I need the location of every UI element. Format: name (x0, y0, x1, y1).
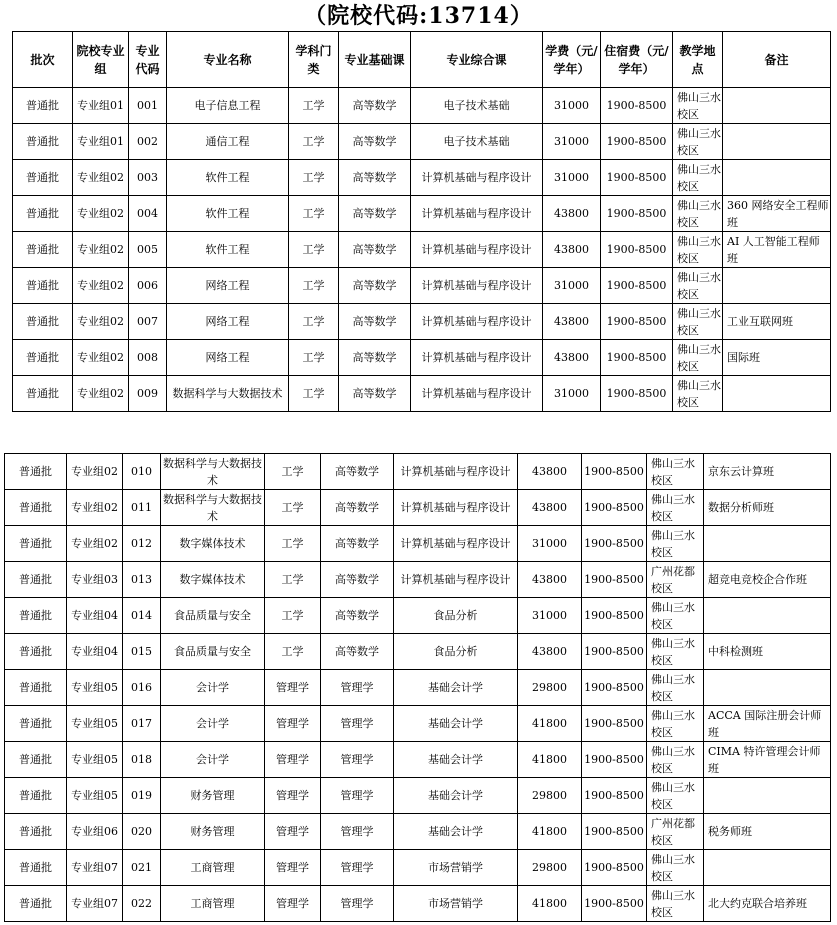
basic-course-cell: 高等数学 (339, 340, 411, 376)
campus-cell: 佛山三水校区 (647, 634, 704, 670)
comprehensive-course-cell: 计算机基础与程序设计 (394, 454, 518, 490)
major-name-cell: 会计学 (161, 706, 265, 742)
table-row (5, 562, 831, 598)
accommodation-fee-cell: 1900-8500 (582, 526, 647, 562)
major-code-cell: 009 (129, 376, 167, 412)
batch-cell: 普通批 (13, 160, 73, 196)
remarks-cell (704, 526, 831, 562)
accommodation-fee-cell: 1900-8500 (601, 88, 673, 124)
basic-course-cell: 高等数学 (339, 124, 411, 160)
admission-table-bottom (4, 453, 831, 922)
column-header-major-name: 专业名称 (167, 32, 289, 88)
major-code-cell: 018 (123, 742, 161, 778)
accommodation-fee-cell: 1900-8500 (601, 268, 673, 304)
accommodation-fee-cell: 1900-8500 (582, 742, 647, 778)
major-name-cell: 财务管理 (161, 814, 265, 850)
accommodation-fee-cell: 1900-8500 (582, 598, 647, 634)
tuition-cell: 31000 (518, 598, 582, 634)
remarks-cell: CIMA 特许管理会计师班 (704, 742, 831, 778)
accommodation-fee-cell: 1900-8500 (582, 562, 647, 598)
comprehensive-course-cell: 基础会计学 (394, 670, 518, 706)
major-code-cell: 001 (129, 88, 167, 124)
discipline-cell: 管理学 (265, 706, 321, 742)
batch-cell: 普通批 (5, 706, 67, 742)
remarks-cell: ACCA 国际注册会计师班 (704, 706, 831, 742)
tuition-cell: 31000 (518, 526, 582, 562)
tuition-cell: 41800 (518, 814, 582, 850)
major-code-cell: 007 (129, 304, 167, 340)
basic-course-cell: 高等数学 (339, 268, 411, 304)
comprehensive-course-cell: 市场营销学 (394, 886, 518, 922)
batch-cell: 普通批 (13, 124, 73, 160)
discipline-cell: 工学 (265, 598, 321, 634)
table-row (5, 814, 831, 850)
comprehensive-course-cell: 计算机基础与程序设计 (394, 526, 518, 562)
accommodation-fee-cell: 1900-8500 (582, 886, 647, 922)
column-header-major-group: 院校专业组 (73, 32, 129, 88)
batch-cell: 普通批 (5, 490, 67, 526)
batch-cell: 普通批 (13, 232, 73, 268)
remarks-cell: 国际班 (723, 340, 831, 376)
comprehensive-course-cell: 计算机基础与程序设计 (394, 562, 518, 598)
major-code-cell: 004 (129, 196, 167, 232)
major-group-cell: 专业组07 (67, 886, 123, 922)
batch-cell: 普通批 (5, 778, 67, 814)
campus-cell: 佛山三水校区 (673, 304, 723, 340)
comprehensive-course-cell: 市场营销学 (394, 850, 518, 886)
campus-cell: 佛山三水校区 (673, 268, 723, 304)
remarks-cell: 北大约克联合培养班 (704, 886, 831, 922)
comprehensive-course-cell: 基础会计学 (394, 706, 518, 742)
major-group-cell: 专业组01 (73, 124, 129, 160)
batch-cell: 普通批 (13, 340, 73, 376)
comprehensive-course-cell: 计算机基础与程序设计 (411, 376, 543, 412)
major-name-cell: 会计学 (161, 670, 265, 706)
basic-course-cell: 高等数学 (321, 454, 394, 490)
campus-cell: 佛山三水校区 (647, 526, 704, 562)
major-name-cell: 网络工程 (167, 304, 289, 340)
remarks-cell: AI 人工智能工程师班 (723, 232, 831, 268)
tuition-cell: 41800 (518, 706, 582, 742)
comprehensive-course-cell: 计算机基础与程序设计 (411, 340, 543, 376)
column-header-major-code: 专业代码 (129, 32, 167, 88)
major-code-cell: 013 (123, 562, 161, 598)
basic-course-cell: 管理学 (321, 706, 394, 742)
table-row (13, 88, 831, 124)
batch-cell: 普通批 (5, 670, 67, 706)
discipline-cell: 工学 (265, 454, 321, 490)
basic-course-cell: 高等数学 (339, 196, 411, 232)
major-name-cell: 数据科学与大数据技术 (167, 376, 289, 412)
major-code-cell: 006 (129, 268, 167, 304)
tuition-cell: 43800 (543, 232, 601, 268)
batch-cell: 普通批 (5, 562, 67, 598)
basic-course-cell: 高等数学 (339, 304, 411, 340)
major-name-cell: 财务管理 (161, 778, 265, 814)
tuition-cell: 43800 (518, 562, 582, 598)
table-row (5, 454, 831, 490)
campus-cell: 佛山三水校区 (673, 160, 723, 196)
accommodation-fee-cell: 1900-8500 (582, 670, 647, 706)
remarks-cell (704, 850, 831, 886)
campus-cell: 广州花都校区 (647, 562, 704, 598)
remarks-cell: 京东云计算班 (704, 454, 831, 490)
major-code-cell: 014 (123, 598, 161, 634)
campus-cell: 佛山三水校区 (647, 886, 704, 922)
remarks-cell (723, 88, 831, 124)
basic-course-cell: 管理学 (321, 670, 394, 706)
tuition-cell: 43800 (518, 634, 582, 670)
discipline-cell: 工学 (289, 232, 339, 268)
table-row (13, 304, 831, 340)
batch-cell: 普通批 (5, 886, 67, 922)
basic-course-cell: 高等数学 (339, 88, 411, 124)
remarks-cell (723, 376, 831, 412)
tuition-cell: 31000 (543, 376, 601, 412)
table-row (13, 340, 831, 376)
tuition-cell: 43800 (543, 340, 601, 376)
major-group-cell: 专业组04 (67, 634, 123, 670)
major-group-cell: 专业组05 (67, 778, 123, 814)
major-code-cell: 012 (123, 526, 161, 562)
tuition-cell: 43800 (543, 304, 601, 340)
major-name-cell: 数字媒体技术 (161, 526, 265, 562)
comprehensive-course-cell: 计算机基础与程序设计 (411, 232, 543, 268)
batch-cell: 普通批 (13, 268, 73, 304)
discipline-cell: 工学 (265, 526, 321, 562)
table-row (5, 742, 831, 778)
table-row (13, 232, 831, 268)
campus-cell: 佛山三水校区 (673, 232, 723, 268)
batch-cell: 普通批 (13, 376, 73, 412)
page-title: （院校代码:13714） (304, 3, 533, 29)
table-row (5, 634, 831, 670)
basic-course-cell: 管理学 (321, 814, 394, 850)
batch-cell: 普通批 (5, 526, 67, 562)
batch-cell: 普通批 (13, 304, 73, 340)
comprehensive-course-cell: 基础会计学 (394, 778, 518, 814)
campus-cell: 佛山三水校区 (647, 670, 704, 706)
discipline-cell: 工学 (289, 124, 339, 160)
comprehensive-course-cell: 计算机基础与程序设计 (411, 304, 543, 340)
basic-course-cell: 高等数学 (339, 232, 411, 268)
major-name-cell: 工商管理 (161, 886, 265, 922)
accommodation-fee-cell: 1900-8500 (601, 376, 673, 412)
column-header-batch: 批次 (13, 32, 73, 88)
basic-course-cell: 管理学 (321, 778, 394, 814)
discipline-cell: 管理学 (265, 850, 321, 886)
discipline-cell: 工学 (265, 562, 321, 598)
basic-course-cell: 高等数学 (339, 160, 411, 196)
accommodation-fee-cell: 1900-8500 (601, 160, 673, 196)
accommodation-fee-cell: 1900-8500 (582, 490, 647, 526)
column-header-remarks: 备注 (723, 32, 831, 88)
major-name-cell: 食品质量与安全 (161, 634, 265, 670)
tuition-cell: 29800 (518, 778, 582, 814)
major-code-cell: 003 (129, 160, 167, 196)
remarks-cell: 工业互联网班 (723, 304, 831, 340)
discipline-cell: 工学 (289, 340, 339, 376)
remarks-cell: 数据分析师班 (704, 490, 831, 526)
campus-cell: 佛山三水校区 (673, 88, 723, 124)
discipline-cell: 工学 (265, 634, 321, 670)
major-name-cell: 电子信息工程 (167, 88, 289, 124)
tuition-cell: 31000 (543, 88, 601, 124)
discipline-cell: 工学 (289, 88, 339, 124)
remarks-cell: 超竞电竞校企合作班 (704, 562, 831, 598)
batch-cell: 普通批 (13, 196, 73, 232)
accommodation-fee-cell: 1900-8500 (582, 634, 647, 670)
basic-course-cell: 管理学 (321, 742, 394, 778)
column-header-accommodation-fee: 住宿费（元/学年） (601, 32, 673, 88)
major-group-cell: 专业组02 (73, 340, 129, 376)
tuition-cell: 43800 (518, 490, 582, 526)
table-row (5, 706, 831, 742)
campus-cell: 佛山三水校区 (673, 196, 723, 232)
remarks-cell: 360 网络安全工程师班 (723, 196, 831, 232)
major-group-cell: 专业组05 (67, 706, 123, 742)
major-code-cell: 017 (123, 706, 161, 742)
major-code-cell: 011 (123, 490, 161, 526)
table-row (5, 670, 831, 706)
major-name-cell: 通信工程 (167, 124, 289, 160)
accommodation-fee-cell: 1900-8500 (582, 814, 647, 850)
tuition-cell: 41800 (518, 742, 582, 778)
batch-cell: 普通批 (13, 88, 73, 124)
table-row (5, 850, 831, 886)
remarks-cell (723, 268, 831, 304)
discipline-cell: 管理学 (265, 778, 321, 814)
tuition-cell: 29800 (518, 850, 582, 886)
table-row (5, 526, 831, 562)
remarks-cell (723, 124, 831, 160)
major-group-cell: 专业组02 (73, 304, 129, 340)
major-code-cell: 008 (129, 340, 167, 376)
major-group-cell: 专业组02 (67, 490, 123, 526)
comprehensive-course-cell: 电子技术基础 (411, 88, 543, 124)
campus-cell: 佛山三水校区 (673, 340, 723, 376)
table-row (5, 490, 831, 526)
header-row (13, 32, 831, 88)
basic-course-cell: 高等数学 (321, 634, 394, 670)
column-header-campus: 教学地点 (673, 32, 723, 88)
table-row (13, 196, 831, 232)
batch-cell: 普通批 (5, 454, 67, 490)
column-header-discipline: 学科门类 (289, 32, 339, 88)
accommodation-fee-cell: 1900-8500 (601, 304, 673, 340)
accommodation-fee-cell: 1900-8500 (601, 340, 673, 376)
major-group-cell: 专业组02 (73, 160, 129, 196)
major-name-cell: 软件工程 (167, 160, 289, 196)
major-code-cell: 010 (123, 454, 161, 490)
comprehensive-course-cell: 计算机基础与程序设计 (394, 490, 518, 526)
accommodation-fee-cell: 1900-8500 (601, 124, 673, 160)
comprehensive-course-cell: 食品分析 (394, 598, 518, 634)
comprehensive-course-cell: 计算机基础与程序设计 (411, 196, 543, 232)
column-header-basic-course: 专业基础课 (339, 32, 411, 88)
batch-cell: 普通批 (5, 742, 67, 778)
major-group-cell: 专业组02 (73, 196, 129, 232)
major-group-cell: 专业组02 (73, 268, 129, 304)
comprehensive-course-cell: 计算机基础与程序设计 (411, 160, 543, 196)
major-name-cell: 会计学 (161, 742, 265, 778)
comprehensive-course-cell: 基础会计学 (394, 742, 518, 778)
column-header-tuition: 学费（元/学年） (543, 32, 601, 88)
table-row (5, 598, 831, 634)
major-code-cell: 020 (123, 814, 161, 850)
major-group-cell: 专业组02 (67, 454, 123, 490)
major-name-cell: 网络工程 (167, 340, 289, 376)
major-group-cell: 专业组06 (67, 814, 123, 850)
major-code-cell: 022 (123, 886, 161, 922)
campus-cell: 广州花都校区 (647, 814, 704, 850)
remarks-cell (723, 160, 831, 196)
table-row (5, 778, 831, 814)
tuition-cell: 29800 (518, 670, 582, 706)
accommodation-fee-cell: 1900-8500 (582, 850, 647, 886)
batch-cell: 普通批 (5, 814, 67, 850)
tuition-cell: 43800 (518, 454, 582, 490)
major-name-cell: 食品质量与安全 (161, 598, 265, 634)
basic-course-cell: 高等数学 (321, 490, 394, 526)
table-row (5, 886, 831, 922)
major-code-cell: 002 (129, 124, 167, 160)
discipline-cell: 工学 (289, 304, 339, 340)
major-name-cell: 数据科学与大数据技术 (161, 454, 265, 490)
major-name-cell: 网络工程 (167, 268, 289, 304)
batch-cell: 普通批 (5, 850, 67, 886)
campus-cell: 佛山三水校区 (673, 124, 723, 160)
basic-course-cell: 高等数学 (339, 376, 411, 412)
discipline-cell: 工学 (289, 160, 339, 196)
major-group-cell: 专业组02 (67, 526, 123, 562)
batch-cell: 普通批 (5, 634, 67, 670)
tuition-cell: 31000 (543, 124, 601, 160)
remarks-cell (704, 598, 831, 634)
accommodation-fee-cell: 1900-8500 (582, 454, 647, 490)
discipline-cell: 管理学 (265, 814, 321, 850)
campus-cell: 佛山三水校区 (647, 742, 704, 778)
major-group-cell: 专业组04 (67, 598, 123, 634)
remarks-cell: 中科检测班 (704, 634, 831, 670)
campus-cell: 佛山三水校区 (673, 376, 723, 412)
tuition-cell: 43800 (543, 196, 601, 232)
remarks-cell (704, 778, 831, 814)
major-group-cell: 专业组02 (73, 232, 129, 268)
major-name-cell: 软件工程 (167, 196, 289, 232)
major-group-cell: 专业组02 (73, 376, 129, 412)
table-row (13, 160, 831, 196)
comprehensive-course-cell: 基础会计学 (394, 814, 518, 850)
discipline-cell: 工学 (289, 268, 339, 304)
major-code-cell: 015 (123, 634, 161, 670)
major-name-cell: 软件工程 (167, 232, 289, 268)
major-group-cell: 专业组03 (67, 562, 123, 598)
discipline-cell: 工学 (289, 196, 339, 232)
tuition-cell: 41800 (518, 886, 582, 922)
admission-table-top (12, 31, 831, 412)
comprehensive-course-cell: 食品分析 (394, 634, 518, 670)
discipline-cell: 工学 (289, 376, 339, 412)
major-code-cell: 019 (123, 778, 161, 814)
major-code-cell: 021 (123, 850, 161, 886)
basic-course-cell: 管理学 (321, 850, 394, 886)
major-code-cell: 005 (129, 232, 167, 268)
accommodation-fee-cell: 1900-8500 (582, 778, 647, 814)
major-name-cell: 数据科学与大数据技术 (161, 490, 265, 526)
discipline-cell: 管理学 (265, 742, 321, 778)
accommodation-fee-cell: 1900-8500 (601, 232, 673, 268)
major-group-cell: 专业组05 (67, 742, 123, 778)
major-group-cell: 专业组07 (67, 850, 123, 886)
table-row (13, 268, 831, 304)
accommodation-fee-cell: 1900-8500 (582, 706, 647, 742)
table-row (13, 376, 831, 412)
basic-course-cell: 高等数学 (321, 562, 394, 598)
campus-cell: 佛山三水校区 (647, 850, 704, 886)
major-group-cell: 专业组01 (73, 88, 129, 124)
remarks-cell: 税务师班 (704, 814, 831, 850)
comprehensive-course-cell: 计算机基础与程序设计 (411, 268, 543, 304)
campus-cell: 佛山三水校区 (647, 454, 704, 490)
basic-course-cell: 高等数学 (321, 598, 394, 634)
major-name-cell: 数字媒体技术 (161, 562, 265, 598)
basic-course-cell: 管理学 (321, 886, 394, 922)
campus-cell: 佛山三水校区 (647, 778, 704, 814)
campus-cell: 佛山三水校区 (647, 490, 704, 526)
discipline-cell: 管理学 (265, 670, 321, 706)
campus-cell: 佛山三水校区 (647, 706, 704, 742)
major-code-cell: 016 (123, 670, 161, 706)
table-row (13, 124, 831, 160)
major-group-cell: 专业组05 (67, 670, 123, 706)
campus-cell: 佛山三水校区 (647, 598, 704, 634)
accommodation-fee-cell: 1900-8500 (601, 196, 673, 232)
batch-cell: 普通批 (5, 598, 67, 634)
major-name-cell: 工商管理 (161, 850, 265, 886)
tuition-cell: 31000 (543, 268, 601, 304)
discipline-cell: 工学 (265, 490, 321, 526)
tuition-cell: 31000 (543, 160, 601, 196)
remarks-cell (704, 670, 831, 706)
basic-course-cell: 高等数学 (321, 526, 394, 562)
column-header-comprehensive-course: 专业综合课 (411, 32, 543, 88)
comprehensive-course-cell: 电子技术基础 (411, 124, 543, 160)
discipline-cell: 管理学 (265, 886, 321, 922)
